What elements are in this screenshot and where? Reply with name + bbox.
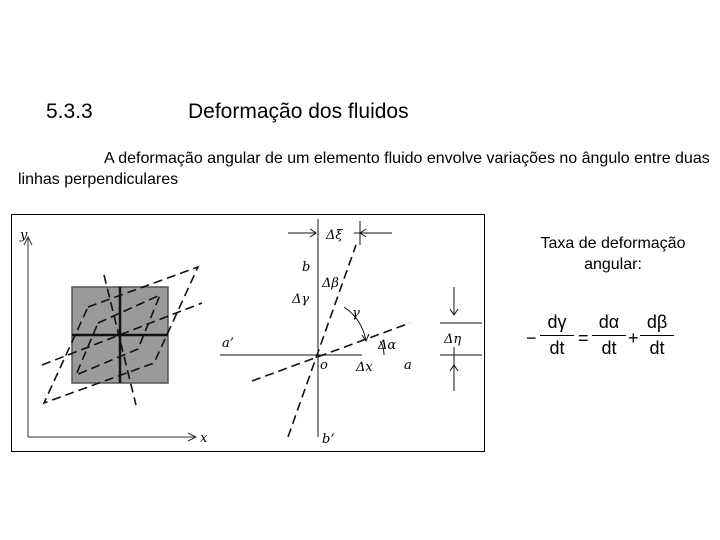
alpha-numerator: dα xyxy=(598,312,620,332)
lhs-denominator: dt xyxy=(549,338,565,358)
label-a-prime: a’ xyxy=(222,336,234,351)
beta-fraction xyxy=(640,312,674,359)
equals-sign: = xyxy=(578,328,589,348)
y-axis-label: y xyxy=(20,228,28,243)
lhs-numerator: dγ xyxy=(547,312,567,332)
right-diagram-lines xyxy=(220,219,482,437)
label-delta-eta: Δη xyxy=(444,332,462,347)
label-a: a xyxy=(404,358,412,373)
alpha-fraction xyxy=(592,312,626,359)
label-delta-xi: Δξ xyxy=(326,228,343,243)
label-delta-alpha: Δα xyxy=(378,338,397,353)
section-number: 5.3.3 xyxy=(46,100,93,123)
strain-rate-formula xyxy=(524,312,704,372)
label-b-prime: b’ xyxy=(322,432,335,447)
minus-sign: − xyxy=(526,328,537,348)
alpha-denominator: dt xyxy=(601,338,617,358)
plus-sign: + xyxy=(628,328,639,348)
intro-paragraph xyxy=(18,148,718,190)
label-b: b xyxy=(302,260,311,275)
deformation-figure xyxy=(11,214,485,452)
label-delta-gamma: Δγ xyxy=(292,292,310,307)
beta-numerator: dβ xyxy=(646,312,668,332)
beta-denominator: dt xyxy=(649,338,665,358)
x-axis-label: x xyxy=(200,431,208,446)
deformation-diagram xyxy=(12,215,484,451)
label-delta-x: Δx xyxy=(356,360,373,375)
intro-text: A deformação angular de um elemento fluido envolve variações no ângulo entre duas linhas perpendiculares xyxy=(18,150,710,188)
label-gamma: γ xyxy=(352,306,360,321)
section-title: Deformação dos fluidos xyxy=(188,100,409,123)
label-delta-beta: Δβ xyxy=(322,276,339,291)
lhs-fraction xyxy=(540,312,574,359)
label-o: o xyxy=(320,358,328,373)
rate-label: Taxa de deformação angular: xyxy=(540,235,686,273)
